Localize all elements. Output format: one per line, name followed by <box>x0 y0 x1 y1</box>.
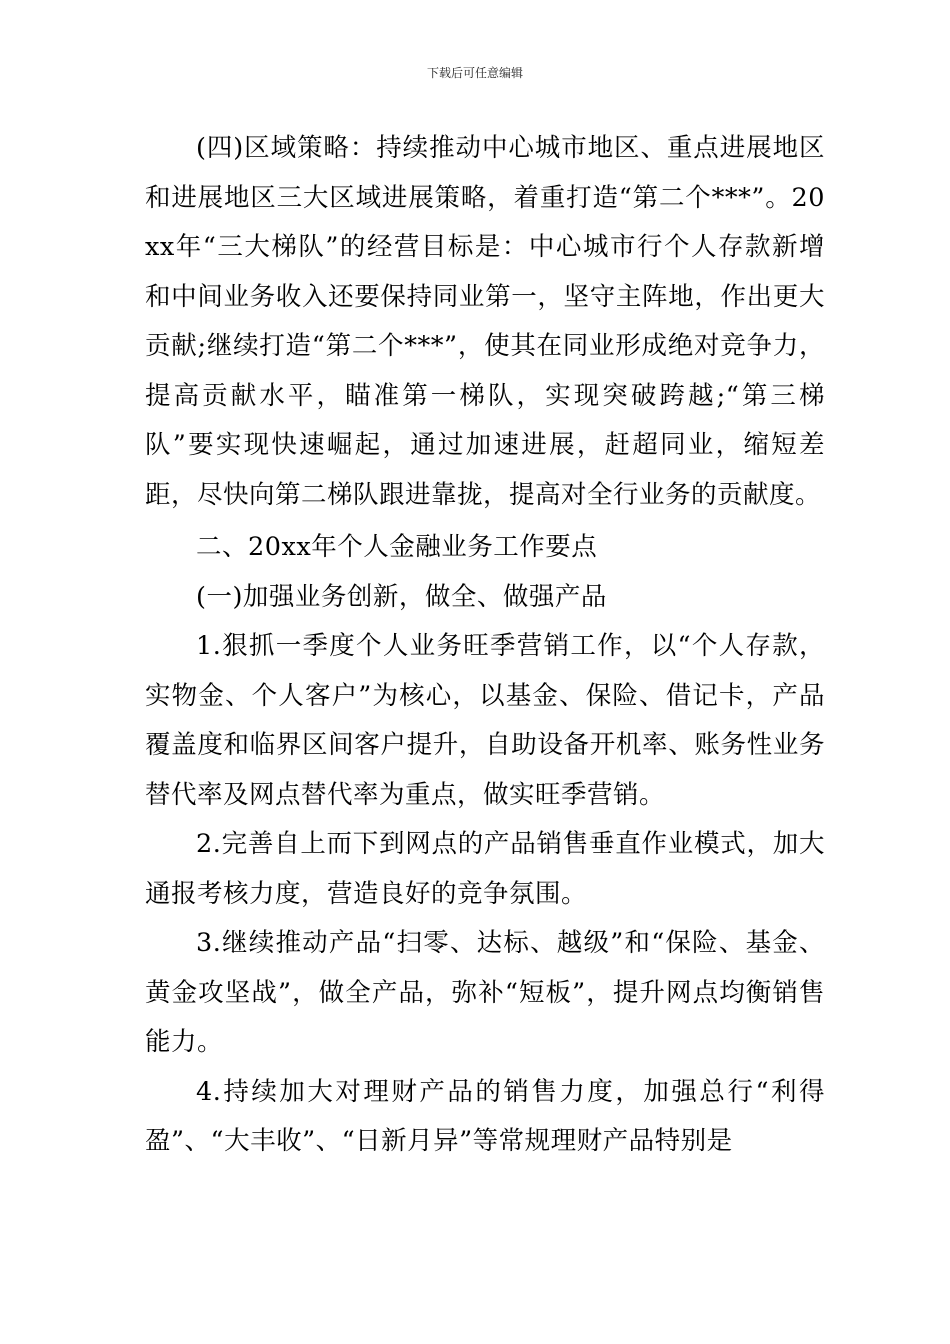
list-item-4: 4.持续加大对理财产品的销售力度，加强总行“利得盈”、“大丰收”、“日新月异”等常规理财产品特别是 <box>145 1076 825 1156</box>
subsection-heading-innovation: (一)加强业务创新，做全、做强产品 <box>196 581 607 612</box>
paragraph-regional-strategy: (四)区域策略：持续推动中心城市地区、重点进展地区和进展地区三大区域进展策略，着重打造“第二个***”。20xx年“三大梯队”的经营目标是：中心城市行个人存款新增和中间业务收入还要保持同业第一，坚守主阵地，作出更大贡献;继续打造“第二个***”，使其在同业形成绝对竞争力，提高贡献水平，瞄准第一梯队，实现突破跨越;“第三梯队”要实现快速崛起，通过加速进展，赶超同业，缩短差距，尽快向第二梯队跟进靠拢，提高对全行业务的贡献度。 <box>145 133 825 510</box>
list-item-1: 1.狠抓一季度个人业务旺季营销工作，以“个人存款，实物金、个人客户”为核心，以基金、保险、借记卡，产品覆盖度和临界区间客户提升，自助设备开机率、账务性业务替代率及网点替代率为重点，做实旺季营销。 <box>145 631 825 810</box>
list-item-3: 3.继续推动产品“扫零、达标、越级”和“保险、基金、黄金攻坚战”，做全产品，弥补“短板”，提升网点均衡销售能力。 <box>145 928 825 1057</box>
list-item-2: 2.完善自上而下到网点的产品销售垂直作业模式，加大通报考核力度，营造良好的竞争氛围。 <box>145 829 825 909</box>
document-body <box>145 124 825 1167</box>
page-header: 下载后可任意编辑 <box>426 66 523 80</box>
section-heading-work-points: 二、20xx年个人金融业务工作要点 <box>196 532 598 562</box>
